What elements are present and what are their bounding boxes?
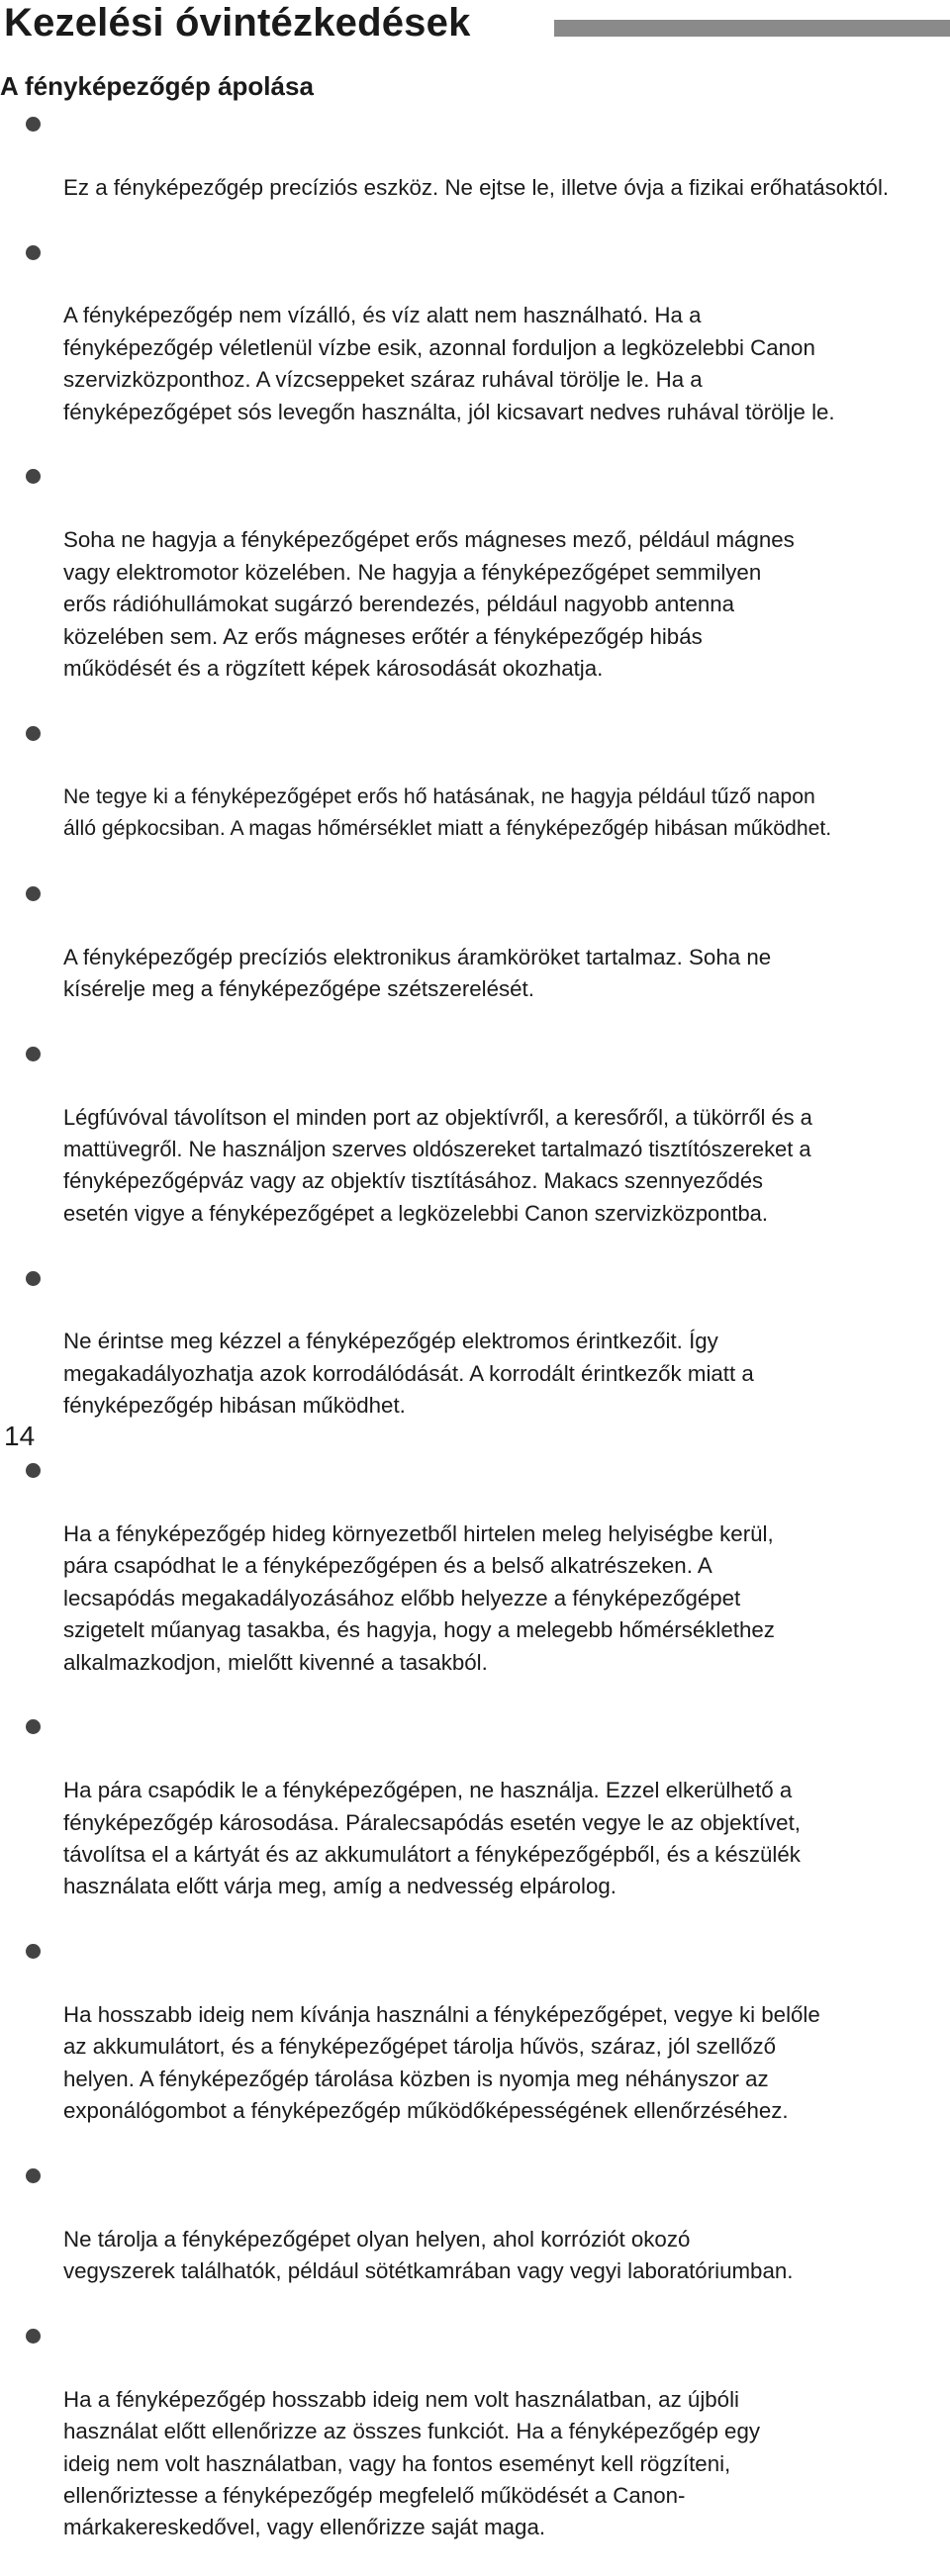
bullet-dot-icon <box>26 886 41 901</box>
list-item-text: Ne tegye ki a fényképezőgépet erős hő hatásának, ne hagyja például tűző napon álló gépkocsiban. A magas hőmérséklet miatt a fényképezőgép hibásan működhet. <box>63 784 832 840</box>
bullet-dot-icon <box>26 1944 41 1959</box>
title-rule-bar <box>554 20 950 37</box>
bullet-dot-icon <box>26 1463 41 1478</box>
list-item <box>0 2160 950 2320</box>
list-item <box>0 1710 950 1935</box>
bullet-dot-icon <box>26 1047 41 1061</box>
list-item <box>0 717 950 877</box>
bullet-dot-icon <box>26 117 41 132</box>
list-item <box>0 108 950 236</box>
list-item-text: Ez a fényképezőgép precíziós eszköz. Ne ejtse le, illetve óvja a fizikai erőhatásoktól. <box>63 174 890 200</box>
page-header <box>4 0 950 46</box>
list-item <box>0 460 950 716</box>
section-heading: A fényképezőgép ápolása <box>0 71 314 101</box>
list-item-text: Ha pára csapódik le a fényképezőgépen, ne használja. Ezzel elkerülhető a fényképezőgép károsodása. Páralecsapódás esetén vegye le az objektívet, távolítsa el a kártyát és az akkumulátort a fényképezőgépből, és a készülék használata előtt várja meg, amíg a nedvesség elpárolog. <box>63 1778 801 1899</box>
bullet-dot-icon <box>26 1271 41 1286</box>
precautions-list <box>0 108 950 2576</box>
list-item <box>0 2320 950 2576</box>
list-item-text: A fényképezőgép nem vízálló, és víz alatt nem használható. Ha a fényképezőgép véletlenül vízbe esik, azonnal forduljon a legközelebbi Canon szervizközponthoz. A vízcseppeket száraz ruhával törölje le. Ha a fényképezőgépet sós levegőn használta, jól kicsavart nedves ruhával törölje le. <box>63 303 835 424</box>
list-item <box>0 1262 950 1454</box>
list-item-text: Soha ne hagyja a fényképezőgépet erős mágneses mező, például mágnes vagy elektromotor közelében. Ne hagyja a fényképezőgépet semmilyen erős rádióhullámokat sugárzó berendezés, például nagyobb antenna közelében sem. Az erős mágneses erőtér a fényképezőgép hibás működését és a rögzített képek károsodását okozhatja. <box>63 527 795 681</box>
list-item-text: Ne érintse meg kézzel a fényképezőgép elektromos érintkezőit. Így megakadályozhatja azok korrodálódását. A korrodált érintkezők miatt a fényképezőgép hibásan működhet. <box>63 1329 754 1419</box>
list-item-text: Ne tárolja a fényképezőgépet olyan helyen, ahol korróziót okozó vegyszerek találhatók, például sötétkamrában vagy vegyi laboratóriumban. <box>63 2226 794 2284</box>
page-number: 14 <box>4 1421 36 1451</box>
list-item <box>0 1038 950 1262</box>
list-item-text: Ha a fényképezőgép hosszabb ideig nem volt használatban, az újbóli használat előtt ellenőrizze az összes funkciót. Ha a fényképezőgép egy ideig nem volt használatban, vagy ha fontos eseményt kell rögzíteni, ellenőriztesse a fényképezőgép megfelelő működését a Canon- márkakereskedővel, vagy ellenőrizze saját maga. <box>63 2386 761 2540</box>
list-item <box>0 877 950 1038</box>
list-item-text: Légfúvóval távolítson el minden port az objektívről, a keresőről, a tükörről és a mattüvegről. Ne használjon szerves oldószereket tartalmazó tisztítószereket a fényképezőgépváz vagy az objektív tisztításához. Makacs szennyeződés esetén vigye a fényképezőgépet a legközelebbi Canon szervizközpontba. <box>63 1104 812 1226</box>
bullet-dot-icon <box>26 2329 41 2344</box>
bullet-dot-icon <box>26 469 41 484</box>
bullet-dot-icon <box>26 2168 41 2183</box>
bullet-dot-icon <box>26 726 41 741</box>
list-item <box>0 1454 950 1710</box>
list-item-text: A fényképezőgép precíziós elektronikus áramköröket tartalmaz. Soha ne kísérelje meg a fényképezőgépe szétszerelését. <box>63 944 772 1001</box>
list-item <box>0 236 950 461</box>
list-item-text: Ha a fényképezőgép hideg környezetből hirtelen meleg helyiségbe kerül, pára csapódhat le a fényképezőgépen és a belső alkatrészeken. A lecsapódás megakadályozásához előbb helyezze a fényképezőgépet szigetelt műanyag tasakba, és hagyja, hogy a melegebb hőmérséklethez alkalmazkodjon, mielőtt kivenné a tasakból. <box>63 1520 775 1675</box>
bullet-dot-icon <box>26 1719 41 1734</box>
list-item <box>0 1935 950 2160</box>
bullet-dot-icon <box>26 245 41 260</box>
list-item-text: Ha hosszabb ideig nem kívánja használni a fényképezőgépet, vegye ki belőle az akkumulátort, és a fényképezőgépet tárolja hűvös, száraz, jól szellőző helyen. A fényképezőgép tárolása közben is nyomja meg néhányszor az exponálógombot a fényképezőgép működőképességének ellenőrzéséhez. <box>63 2001 820 2124</box>
page-title: Kezelési óvintézkedések <box>4 1 471 45</box>
